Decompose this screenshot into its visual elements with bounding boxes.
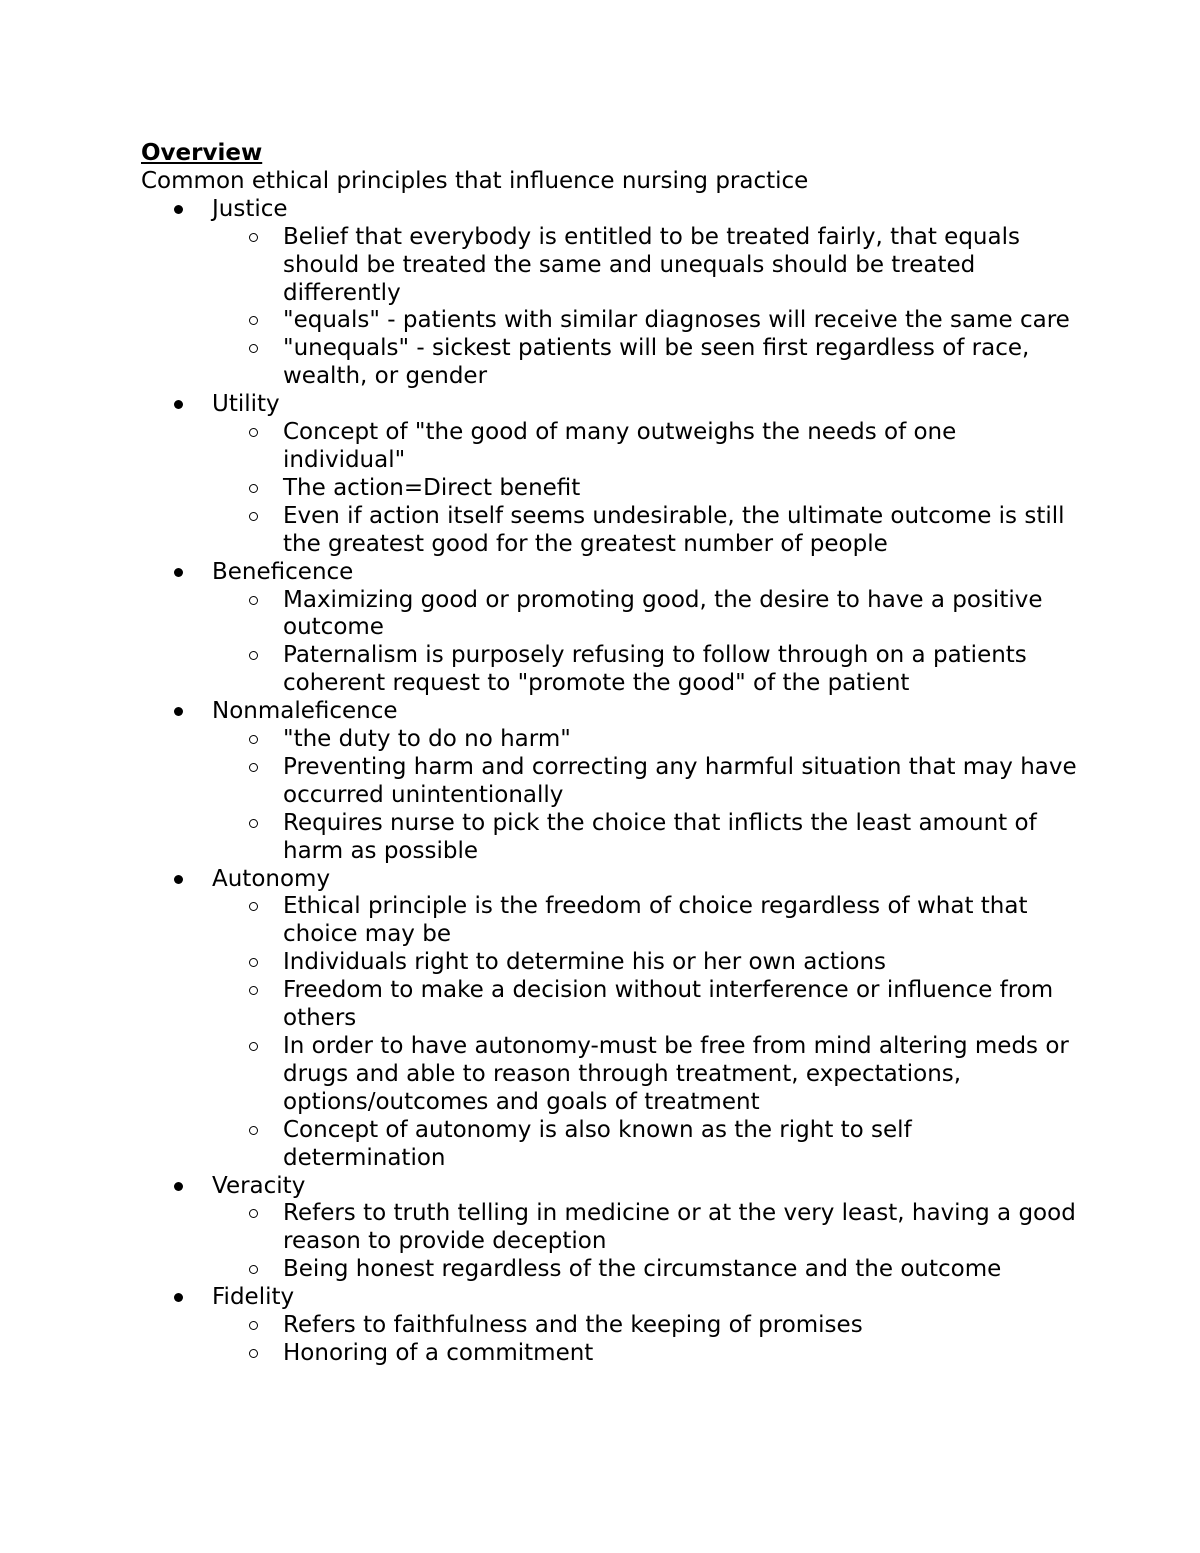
detail-text: Honoring of a commitment (283, 1339, 594, 1366)
detail-item (212, 1256, 1081, 1284)
principle-name: Beneficence (212, 558, 354, 585)
detail-item (212, 587, 1081, 643)
circle-bullet-icon (249, 819, 258, 828)
detail-text: Being honest regardless of the circumstance and the outcome (283, 1256, 1002, 1283)
principle-details (212, 224, 1081, 391)
principle-item-nonmaleficence (141, 698, 1081, 865)
principle-name: Justice (212, 195, 288, 222)
detail-item (212, 810, 1081, 866)
detail-item (212, 1312, 1081, 1340)
circle-bullet-icon (249, 902, 258, 911)
bullet-icon (174, 875, 183, 884)
document-page (141, 140, 1081, 1368)
detail-text: Maximizing good or promoting good, the desire to have a positive outcome (283, 586, 1043, 641)
detail-text: Preventing harm and correcting any harmful situation that may have occurred unintentionally (283, 753, 1077, 808)
detail-text: Individuals right to determine his or her own actions (283, 949, 887, 976)
circle-bullet-icon (249, 735, 258, 744)
detail-text: Requires nurse to pick the choice that inflicts the least amount of harm as possible (283, 809, 1037, 864)
principle-details (212, 726, 1081, 866)
detail-item (212, 307, 1081, 335)
circle-bullet-icon (249, 651, 258, 660)
detail-text: Concept of autonomy is also known as the right to self determination (283, 1116, 912, 1171)
bullet-icon (174, 400, 183, 409)
principle-details (212, 893, 1081, 1172)
circle-bullet-icon (249, 233, 258, 242)
detail-text: Freedom to make a decision without interference or influence from others (283, 977, 1054, 1032)
detail-item (212, 1033, 1081, 1117)
intro-text: Common ethical principles that influence nursing practice (141, 167, 809, 194)
principle-item-justice (141, 196, 1081, 391)
detail-text: Refers to truth telling in medicine or at the very least, having a good reason to provide deception (283, 1200, 1076, 1255)
principle-name: Autonomy (212, 865, 331, 892)
circle-bullet-icon (249, 484, 258, 493)
detail-item (212, 335, 1081, 391)
principle-item-veracity (141, 1173, 1081, 1285)
circle-bullet-icon (249, 763, 258, 772)
circle-bullet-icon (249, 1126, 258, 1135)
bullet-icon (174, 1293, 183, 1302)
circle-bullet-icon (249, 316, 258, 325)
principle-details (212, 419, 1081, 559)
bullet-icon (174, 707, 183, 716)
principle-item-beneficence (141, 559, 1081, 699)
circle-bullet-icon (249, 596, 258, 605)
detail-item (212, 224, 1081, 308)
bullet-icon (174, 205, 183, 214)
principle-name: Utility (212, 391, 280, 418)
detail-item (212, 754, 1081, 810)
principle-details (212, 587, 1081, 699)
detail-item (212, 1117, 1081, 1173)
principle-name: Fidelity (212, 1284, 295, 1311)
detail-text: "equals" - patients with similar diagnoses will receive the same care (283, 307, 1070, 334)
circle-bullet-icon (249, 428, 258, 437)
detail-item (212, 503, 1081, 559)
detail-item (212, 419, 1081, 475)
principle-item-utility (141, 391, 1081, 558)
circle-bullet-icon (249, 1349, 258, 1358)
circle-bullet-icon (249, 1265, 258, 1274)
detail-text: "unequals" - sickest patients will be seen first regardless of race, wealth, or gender (283, 335, 1030, 390)
detail-item (212, 949, 1081, 977)
detail-item (212, 893, 1081, 949)
detail-text: Even if action itself seems undesirable, the ultimate outcome is still the greatest good for the greatest number of people (283, 502, 1065, 557)
detail-item (212, 642, 1081, 698)
detail-item (212, 475, 1081, 503)
detail-text: In order to have autonomy-must be free from mind altering meds or drugs and able to reason through treatment, expectations, options/outcomes and goals of treatment (283, 1033, 1069, 1115)
detail-item (212, 977, 1081, 1033)
circle-bullet-icon (249, 1321, 258, 1330)
detail-text: The action=Direct benefit (283, 474, 581, 501)
principle-name: Veracity (212, 1172, 306, 1199)
principle-item-fidelity (141, 1284, 1081, 1368)
detail-text: Concept of "the good of many outweighs the needs of one individual" (283, 419, 957, 473)
detail-item (212, 1200, 1081, 1256)
bullet-icon (174, 1182, 183, 1191)
detail-text: Refers to faithfulness and the keeping of promises (283, 1312, 863, 1339)
detail-text: Paternalism is purposely refusing to follow through on a patients coherent request to "promote the good" of the patient (283, 642, 1027, 697)
circle-bullet-icon (249, 344, 258, 353)
principle-details (212, 1312, 1081, 1368)
detail-item (212, 726, 1081, 754)
bullet-icon (174, 568, 183, 577)
circle-bullet-icon (249, 958, 258, 967)
principles-list (141, 196, 1081, 1368)
detail-text: "the duty to do no harm" (283, 726, 571, 753)
detail-text: Belief that everybody is entitled to be treated fairly, that equals should be treated the same and unequals should be treated differently (283, 223, 1020, 306)
detail-text: Ethical principle is the freedom of choice regardless of what that choice may be (283, 893, 1028, 948)
detail-item (212, 1340, 1081, 1368)
circle-bullet-icon (249, 1209, 258, 1218)
circle-bullet-icon (249, 512, 258, 521)
circle-bullet-icon (249, 986, 258, 995)
principle-details (212, 1200, 1081, 1284)
circle-bullet-icon (249, 1042, 258, 1051)
principle-name: Nonmaleficence (212, 698, 398, 725)
page-heading: Overview (141, 140, 263, 166)
principle-item-autonomy (141, 866, 1081, 1173)
